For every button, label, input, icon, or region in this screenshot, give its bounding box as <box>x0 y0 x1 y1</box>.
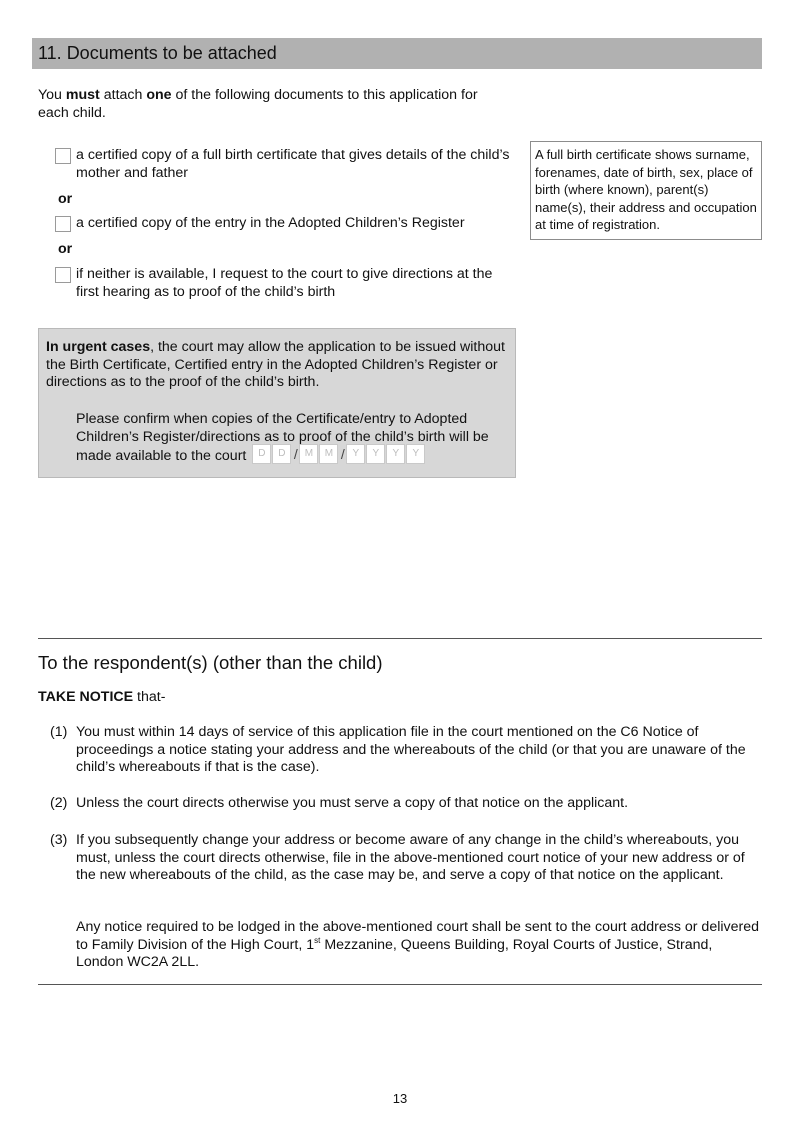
notice-item-number: (1) <box>50 724 68 740</box>
date-digit-cell[interactable]: M <box>319 444 338 464</box>
or-label: or <box>58 241 73 257</box>
option-label: if neither is available, I request to the court to give directions at the first hearing as to proof of the child’s birth <box>76 266 493 300</box>
intro-text <box>38 87 508 122</box>
date-digit-cell[interactable]: D <box>272 444 291 464</box>
take-notice-label: TAKE NOTICE <box>38 689 134 705</box>
lodging-part2: Mezzanine, Queens Building, Royal Courts of Justice, Strand, London WC2A 2LL. <box>76 936 713 970</box>
option-label: a certified copy of a full birth certificate that gives details of the child’s mother and father <box>76 147 510 181</box>
option-adopted-register <box>55 215 515 233</box>
option-court-directions <box>55 266 515 302</box>
date-day-input[interactable] <box>252 444 292 464</box>
date-digit-cell[interactable]: M <box>299 444 318 464</box>
date-digit-cell[interactable]: Y <box>406 444 425 464</box>
date-digit-cell[interactable]: D <box>252 444 271 464</box>
date-year-input[interactable] <box>346 444 426 464</box>
date-month-input[interactable] <box>299 444 339 464</box>
date-digit-cell[interactable]: Y <box>386 444 405 464</box>
notice-item-text: You must within 14 days of service of this application file in the court mentioned on the C6 Notice of proceedings a notice stating your address and the whereabouts of the child (or that you are unaware of the child’s whereabouts if that is the case). <box>76 724 746 775</box>
birth-certificate-checkbox[interactable] <box>55 148 71 164</box>
or-label: or <box>58 191 73 207</box>
notice-item-number: (3) <box>50 832 68 848</box>
notice-item-number: (2) <box>50 795 68 811</box>
adopted-register-checkbox[interactable] <box>55 216 71 232</box>
lodging-part1: Any notice required to be lodged in the above-mentioned court shall be sent to the court address or delivered to Family Division of the High Court, 1 <box>76 919 760 953</box>
confirm-date-text <box>76 411 506 466</box>
urgent-cases-box <box>38 328 516 478</box>
intro-part2: attach <box>99 87 147 103</box>
take-notice <box>38 689 165 707</box>
date-separator: / <box>340 446 345 462</box>
divider-bottom <box>38 984 762 985</box>
respondent-heading: To the respondent(s) (other than the child) <box>38 652 383 673</box>
confirm-date-label: Please confirm when copies of the Certificate/entry to Adopted Children’s Register/directions as to proof of the child’s birth will be made available to the court <box>76 411 489 464</box>
intro-part1: You <box>38 87 66 103</box>
divider-top <box>38 638 762 639</box>
date-separator: / <box>293 446 298 462</box>
intro-must: must <box>65 87 100 103</box>
intro-part3: of the following documents to this application for each child. <box>38 87 478 121</box>
page-number: 13 <box>392 1091 408 1106</box>
take-notice-suffix: that- <box>133 689 166 705</box>
notice-item-text: If you subsequently change your address or become aware of any change in the child’s whereabouts, you must, unless the court directs otherwise, file in the above-mentioned court notice of your new address or of the new whereabouts of the child, as the case may be, and serve a copy of that notice on the applicant. <box>76 832 745 883</box>
date-digit-cell[interactable]: Y <box>346 444 365 464</box>
availability-date-field <box>252 444 426 464</box>
option-label: a certified copy of the entry in the Adopted Children’s Register <box>76 215 465 231</box>
intro-one: one <box>146 87 172 103</box>
option-birth-certificate <box>55 147 515 183</box>
section-header <box>32 38 762 69</box>
birth-certificate-note: A full birth certificate shows surname, forenames, date of birth, sex, place of birth (where known), parent(s) name(s), their address and occupation at time of registration. <box>530 141 762 240</box>
lodging-notice-text <box>76 919 762 972</box>
urgent-cases-lead: In urgent cases <box>46 339 151 355</box>
lodging-superscript: st <box>314 935 321 945</box>
notice-item-text: Unless the court directs otherwise you must serve a copy of that notice on the applicant. <box>76 795 629 811</box>
section-title: 11. Documents to be attached <box>38 43 277 63</box>
urgent-cases-body: , the court may allow the application to be issued without the Birth Certificate, Certified entry in the Adopted Children’s Register or directions as to the proof of the child’s birth. <box>46 339 505 390</box>
date-digit-cell[interactable]: Y <box>366 444 385 464</box>
court-directions-checkbox[interactable] <box>55 267 71 283</box>
urgent-cases-text <box>46 339 511 392</box>
